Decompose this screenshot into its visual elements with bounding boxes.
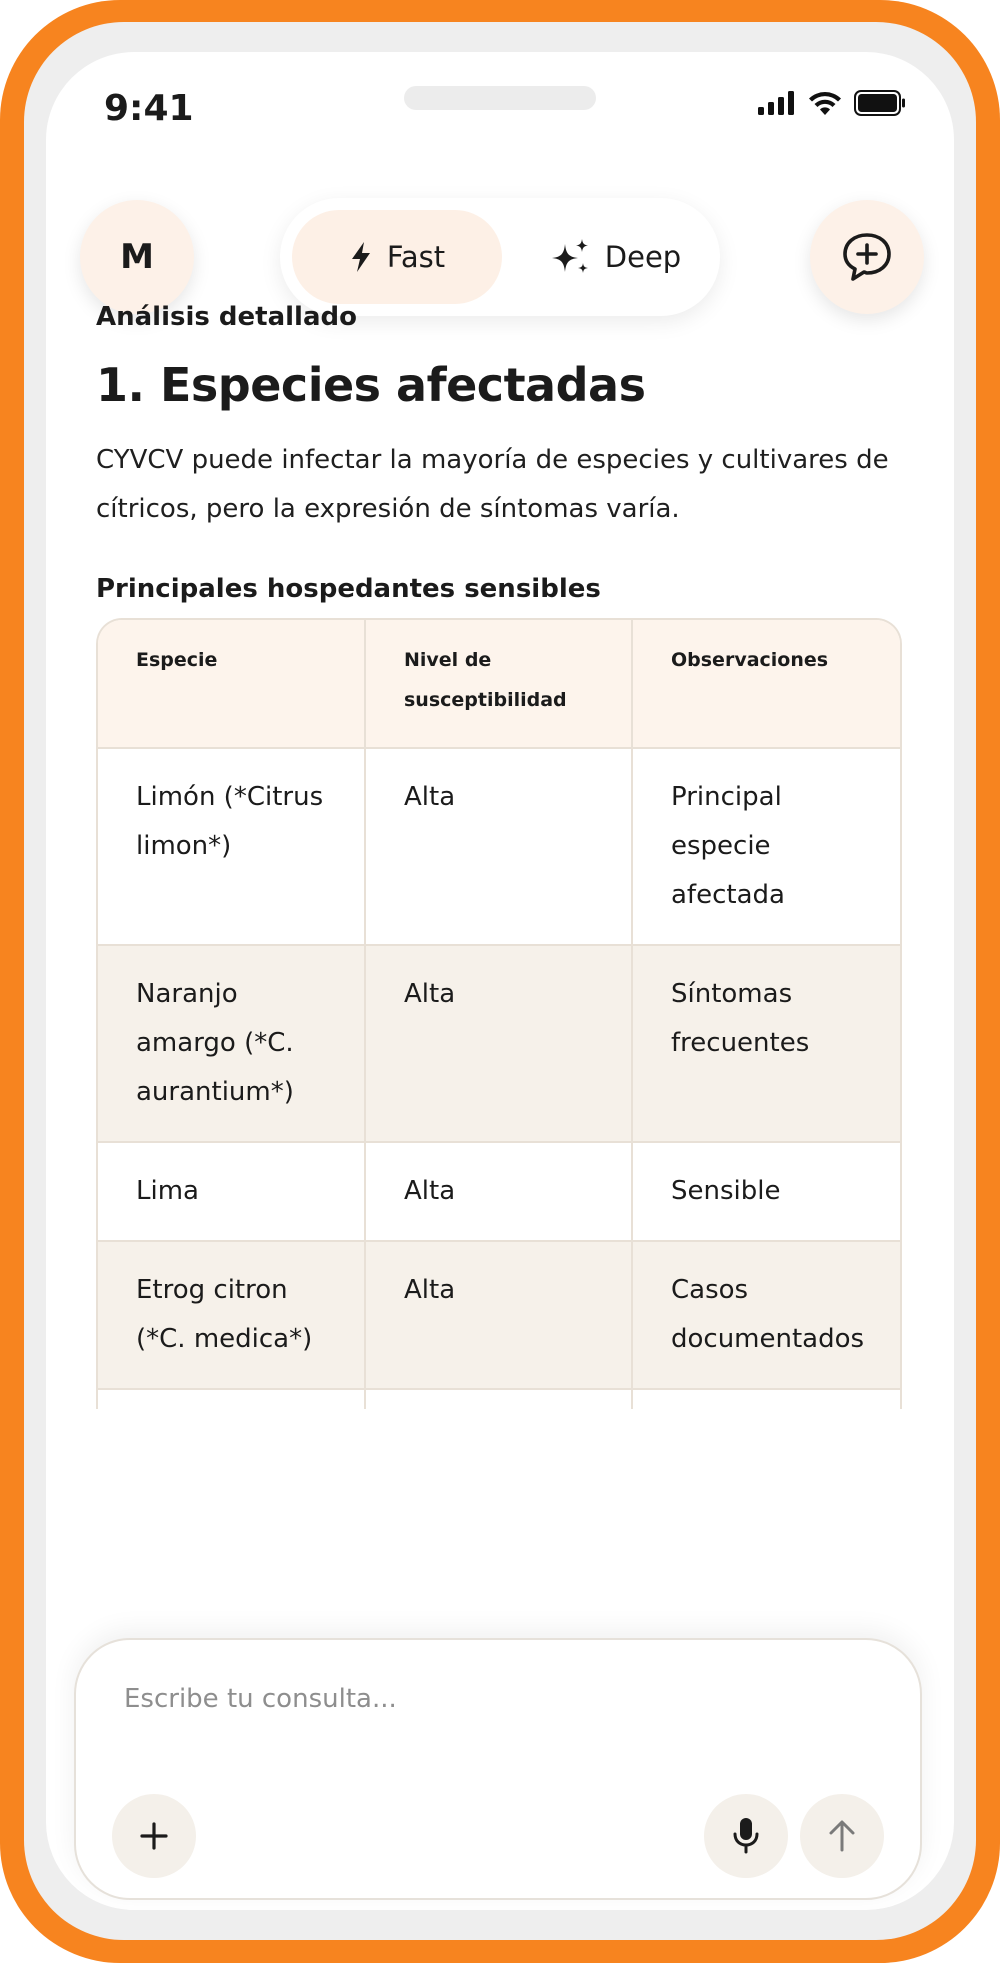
mode-deep-label: Deep (604, 240, 682, 274)
lightning-icon (349, 241, 373, 273)
message-content (96, 302, 906, 1409)
send-button[interactable] (800, 1794, 884, 1878)
column-header: Nivel de susceptibilidad (365, 620, 632, 748)
column-header: Especie (98, 620, 365, 748)
table-cell: Principal especie afectada (632, 748, 902, 945)
microphone-button[interactable] (704, 1794, 788, 1878)
table-cell: Alta (365, 1142, 632, 1241)
table-cell: Sensible (632, 1142, 902, 1241)
table-row (98, 1142, 902, 1241)
section-label: Análisis detallado (96, 302, 357, 332)
sparkle-icon (551, 238, 591, 276)
table-cell: Lima (98, 1142, 365, 1241)
table-title: Principales hospedantes sensibles (96, 574, 601, 604)
table-cell: Alta (365, 945, 632, 1142)
intro-paragraph: CYVCV puede infectar la mayoría de especies y cultivares de cítricos, pero la expresión de síntomas varía. (96, 445, 889, 524)
phone-screen (46, 52, 954, 1910)
table-cell: Síntomas frecuentes (632, 945, 902, 1142)
table-row (98, 1241, 902, 1389)
table-header-row (98, 620, 902, 748)
table-cell: Casos documentados (632, 1241, 902, 1389)
wifi-icon (808, 90, 842, 116)
avatar-initial: M (120, 237, 154, 277)
attach-button[interactable] (112, 1794, 196, 1878)
table-row-partial (98, 1389, 902, 1409)
table-cell (632, 1389, 902, 1409)
mode-fast-button[interactable] (292, 210, 502, 304)
column-header: Observaciones (671, 649, 829, 671)
signal-icon (758, 91, 796, 115)
microphone-icon (731, 1816, 761, 1856)
table-row (98, 748, 902, 945)
table-cell: Limón (*Citrus limon*) (98, 748, 365, 945)
table-cell (98, 1389, 365, 1409)
table-cell: Naranjo amargo (*C. aurantium*) (98, 945, 365, 1142)
table-cell: Alta (365, 748, 632, 945)
table-row (98, 945, 902, 1142)
chat-plus-icon (840, 230, 894, 284)
hosts-table (96, 618, 902, 1409)
status-time: 9:41 (104, 88, 194, 129)
table-cell (365, 1389, 632, 1409)
avatar-button[interactable] (80, 200, 194, 314)
composer (74, 1638, 922, 1900)
mode-fast-label: Fast (386, 240, 446, 274)
section-heading: 1. Especies afectadas (96, 358, 646, 412)
dynamic-island (404, 86, 596, 110)
status-icons (758, 90, 906, 116)
arrow-up-icon (826, 1819, 858, 1853)
battery-icon (854, 90, 906, 116)
table-cell: Alta (365, 1241, 632, 1389)
new-chat-button[interactable] (810, 200, 924, 314)
mode-deep-button[interactable] (526, 210, 706, 304)
plus-icon (138, 1820, 170, 1852)
query-input[interactable] (124, 1684, 864, 1714)
mode-switcher (280, 198, 720, 316)
table-cell: Etrog citron (*C. medica*) (98, 1241, 365, 1389)
